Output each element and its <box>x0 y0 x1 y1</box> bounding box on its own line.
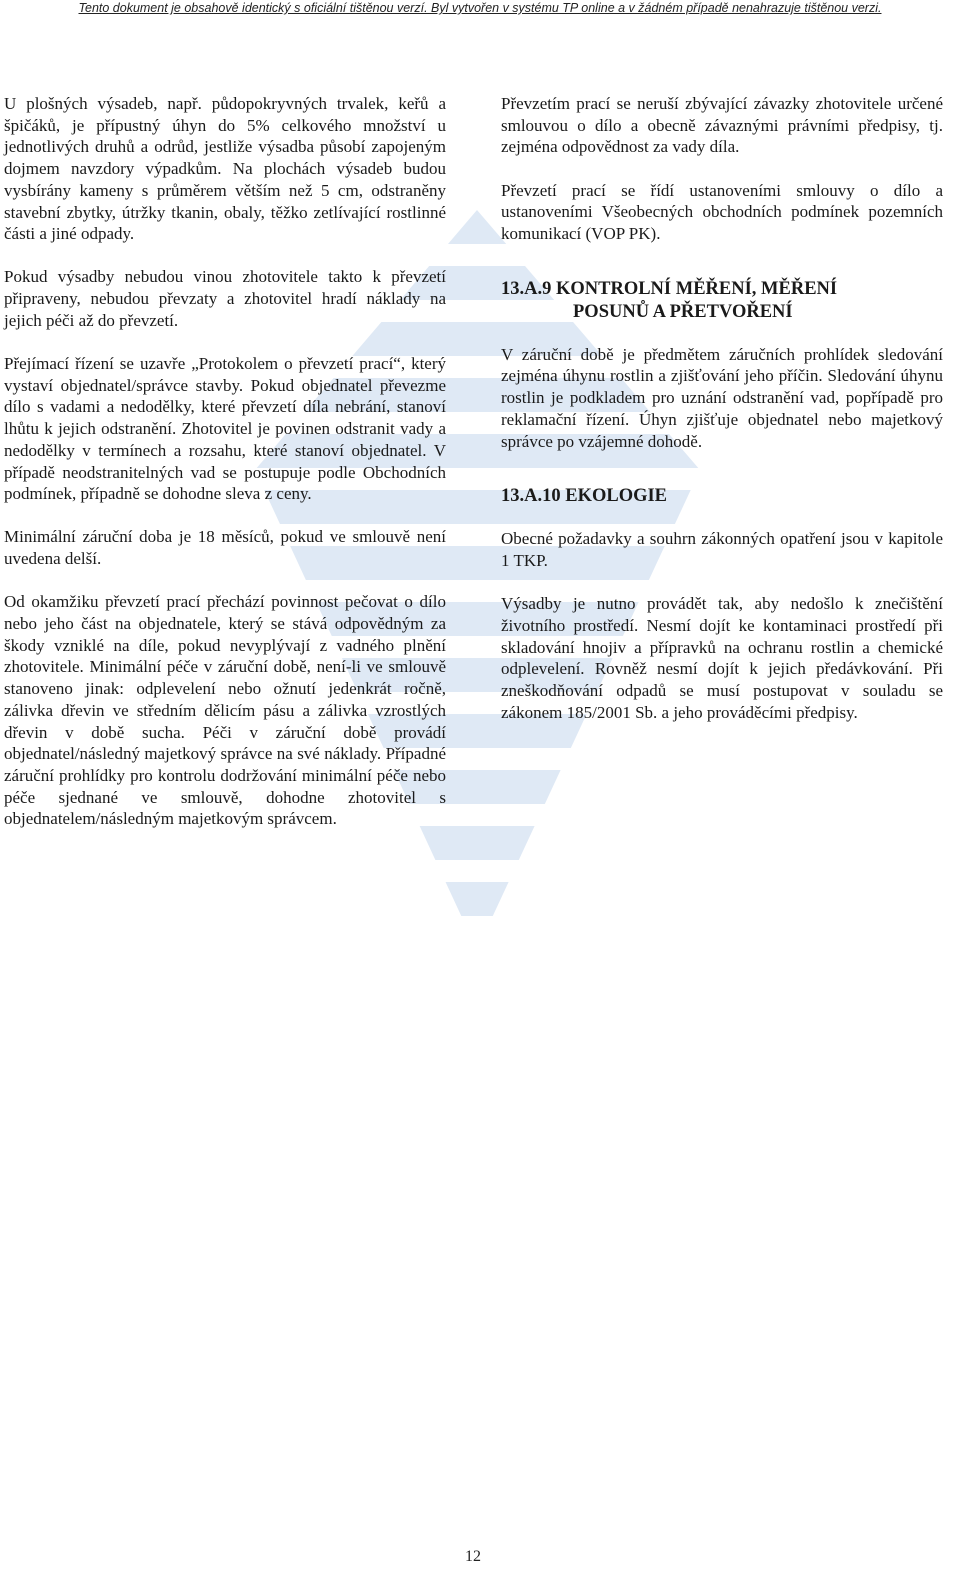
paragraph: Obecné požadavky a souhrn zákonných opatření jsou v kapitole 1 TKP. <box>501 529 943 570</box>
paragraph: Převzetím prací se neruší zbývající závazky zhotovitele určené smlouvou o dílo a obecně závaznými právními předpisy, tj. zejména odpovědnost za vady díla. <box>501 94 943 157</box>
paragraph: Pokud výsadby nebudou vinou zhotovitele takto k převzetí připraveny, nebudou převzaty a zhotovitel hradí náklady na jejich péči až do převzetí. <box>4 267 446 330</box>
paragraph: Převzetí prací se řídí ustanoveními smlouvy o dílo a ustanoveními Všeobecných obchodních podmínek pozemních komunikací (VOP PK). <box>501 180 943 244</box>
paragraph: Přejímací řízení se uzavře „Protokolem o převzetí prací“, který vystaví objednatel/správce stavby. Pokud objednatel převezme dílo s vadami a nedodělky, které převzetí díla nebrání, stanoví lhůtu k jejich odstranění. Zhotovitel je povinen odstranit vady a nedodělky v termínech a rozsahu, které stanoví objednatel. V případě neodstranitelných vad se postupuje podle Obchodních podmínek, případně se dohodne sleva z ceny. <box>4 354 446 504</box>
paragraph: Minimální záruční doba je 18 měsíců, pokud ve smlouvě není uvedena delší. <box>4 527 446 569</box>
left-column <box>4 93 446 852</box>
paragraph: Výsadby je nutno provádět tak, aby nedošlo k znečištění životního prostředí. Nesmí dojít ke kontaminaci prostředí při skladování hnojiv a přípravků na ochranu rostlin a chemické odplevelení. Rovněž nesmí dojít k jejich předávkování. Při zneškodňování odpadů se musí postupovat v souladu se zákonem 185/2001 Sb. a jeho prováděcími předpisy. <box>501 594 943 722</box>
paragraph: Od okamžiku převzetí prací přechází povinnost pečovat o dílo nebo jeho část na objednatele, který se stává odpovědným za škody vzniklé na díle, pokud nevyplývají z vadného plnění zhotovitele. Minimální péče v záruční době, není-li ve smlouvě stanoveno jinak: odplevelení nebo ožnutí jedenkrát ročně, zálivka dřevin ve středním dělicím pásu a zálivka vzrostlých dřevin v době sucha. Péči v záruční době provádí objednatel/následný majetkový správce na své náklady. Případné záruční prohlídky pro kontrolu dodržování minimální péče nebo péče sjednané ve smlouvě, dohodne zhotovitel s objednatelem/následným majetkovým správcem. <box>4 592 446 829</box>
official-version-notice: Tento dokument je obsahově identický s oficiální tištěnou verzí. Byl vytvořen v systému TP online a v žádném případě nenahrazuje tištěnou verzi. <box>78 1 882 15</box>
heading-line: POSUNŮ A PŘETVOŘENÍ <box>573 301 793 322</box>
paragraph: U plošných výsadeb, např. půdopokryvných trvalek, keřů a špičáků, je přípustný úhyn do 5% celkového množství u jednotlivých druhů a odrůd, jestliže výsadba působí zapojeným dojmem navzdory výpadkům. Na plochách výsadeb budou vysbírány kameny s průměrem větším než 5 cm, odstraněny stavební zbytky, útržky tkanin, obaly, těžko zetlívající rostlinné části a jiné odpady. <box>4 94 446 244</box>
right-column <box>501 93 943 745</box>
section-heading-13a9 <box>501 278 943 324</box>
heading-line: 13.A.9 KONTROLNÍ MĚŘENÍ, MĚŘENÍ <box>501 278 838 299</box>
section-heading-13a10: 13.A.10 EKOLOGIE <box>501 486 668 507</box>
paragraph: V záruční době je předmětem záručních prohlídek sledování zejména úhynu rostlin a zjišťování jeho příčin. Sledování úhynu rostlin je podkladem pro uznání odstranění vad, popřípadě pro reklamační řízení. Úhyn zjišťuje objednatel nebo majetkový správce po vzájemné dohodě. <box>501 344 943 451</box>
page-number: 12 <box>465 1548 481 1565</box>
